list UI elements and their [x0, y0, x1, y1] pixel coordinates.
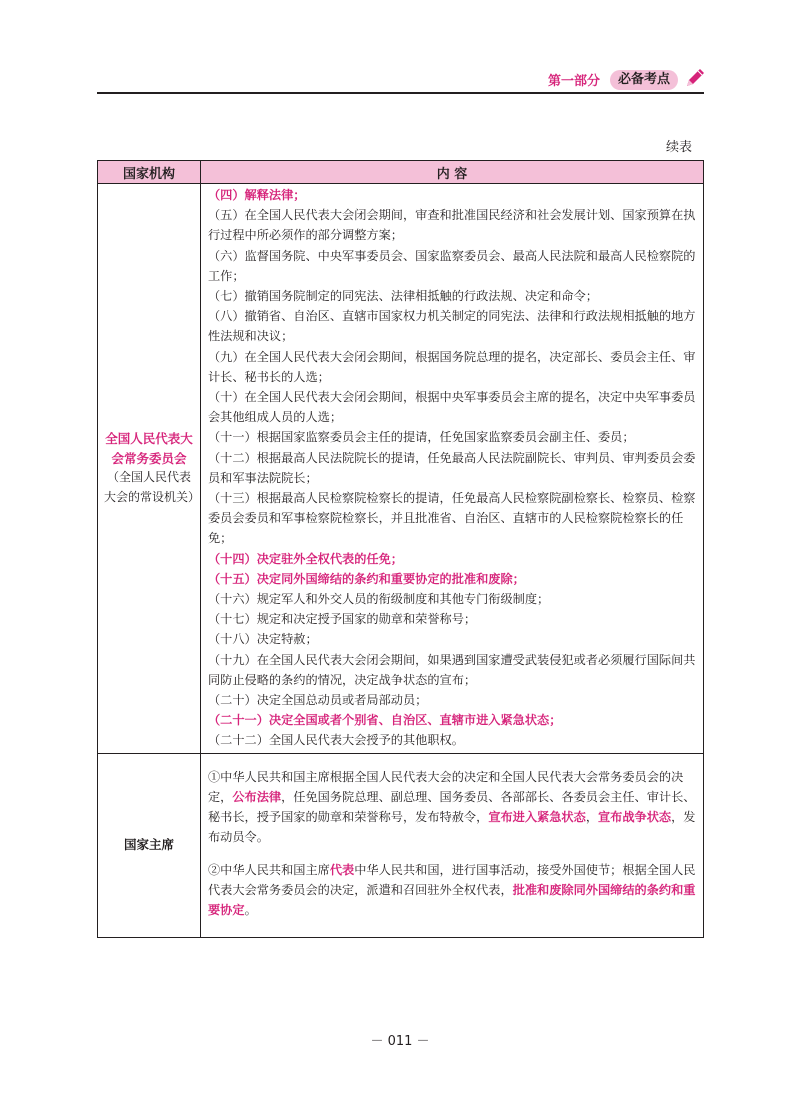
president-powers	[201, 754, 703, 937]
text-segment: ，	[585, 810, 598, 825]
list-item: （十五）决定同外国缔结的条约和重要协定的批准和废除；	[208, 571, 525, 586]
content-cell	[201, 184, 704, 754]
continued-label: 续表	[665, 140, 692, 155]
list-item: （九）在全国人民代表大会闭会期间，根据国务院总理的提名，决定部长、委员会主任、审计长、秘书长的人选；	[208, 349, 696, 384]
highlighted-phrase: 公布法律	[232, 790, 282, 805]
text-segment: ②中华人民共和国主席	[208, 862, 330, 877]
list-item: （十六）规定军人和外交人员的衔级制度和其他专门衔级制度；	[208, 592, 550, 607]
list-item: （十一）根据国家监察委员会主任的提请，任免国家监察委员会副主任、委员；	[208, 430, 635, 445]
list-item: （十三）根据最高人民检察院检察长的提请，任免最高人民检察院副检察长、检察员、检察委员会委员和军事检察院检察长，并且批准省、自治区、直辖市的人民检察院检察长的任免；	[208, 491, 696, 546]
list-item: （七）撤销国务院制定的同宪法、法律相抵触的行政法规、决定和命令；	[208, 289, 598, 304]
list-item: （十九）在全国人民代表大会闭会期间，如果遇到国家遭受武装侵犯或者必须履行国际间共同防止侵略的条约的情况，决定战争状态的宣布；	[208, 652, 696, 687]
list-item: （二十）决定全国总动员或者局部动员；	[208, 693, 428, 708]
text-segment: ，发布动员令。	[208, 810, 696, 845]
list-item: （八）撤销省、自治区、直辖市国家权力机关制定的同宪法、法律和行政法规相抵触的地方性法规和决议；	[208, 309, 696, 344]
highlighted-phrase: 代表	[329, 862, 355, 877]
list-item: （十二）根据最高人民法院院长的提请，任免最高人民法院副院长、审判员、审判委员会委员和军事法院院长；	[208, 450, 696, 485]
list-item: （六）监督国务院、中央军事委员会、国家监察委员会、最高人民法院和最高人民检察院的工作；	[208, 248, 696, 283]
list-item: （五）在全国人民代表大会闭会期间，审查和批准国民经济和社会发展计划、国家预算在执行过程中所必须作的部分调整方案；	[208, 208, 696, 243]
list-item: （四）解释法律；	[208, 188, 306, 202]
president-paragraph-1	[208, 767, 697, 848]
powers-list	[201, 184, 703, 753]
highlighted-phrase: 批准和废除同外国缔结的条约和重要协定	[208, 883, 696, 918]
table-header-row	[98, 161, 704, 184]
text-segment: ，任免国务院总理、副总理、国务委员、各部部长、各委员会主任、审计长、秘书长，授予国家的勋章和荣誉称号，发布特赦令，	[208, 790, 696, 825]
section-title: 第一部分	[547, 74, 600, 89]
org-cell	[98, 184, 201, 754]
list-item: （十四）决定驻外全权代表的任免；	[208, 551, 403, 566]
table-row	[98, 753, 704, 937]
org-cell	[98, 753, 201, 937]
content-cell	[201, 753, 704, 937]
list-item: （十七）规定和决定授予国家的勋章和荣誉称号；	[208, 612, 477, 627]
column-header-content: 内 容	[201, 161, 704, 184]
header-rule	[97, 92, 704, 94]
highlighted-phrase: 宣布进入紧急状态	[488, 810, 586, 825]
list-item: （十八）决定特赦；	[208, 632, 318, 647]
president-paragraph-2	[208, 860, 697, 921]
list-item: （二十二）全国人民代表大会授予的其他职权。	[208, 733, 464, 748]
column-header-institution: 国家机构	[98, 161, 201, 184]
highlighted-phrase: 宣布战争状态	[598, 810, 672, 825]
page-number: － 011 －	[370, 1034, 430, 1049]
pencil-icon	[683, 66, 707, 90]
list-item: （十）在全国人民代表大会闭会期间，根据中央军事委员会主席的提名，决定中央军事委员会其他组成人员的人选；	[208, 390, 696, 425]
org-name: 全国人民代表大会常务委员会	[105, 430, 193, 466]
text-segment: ①中华人民共和国主席根据全国人民代表大会的决定和全国人民代表大会常务委员会的决定，	[208, 769, 684, 805]
org-name: 国家主席	[123, 837, 174, 853]
org-note: （全国人民代表大会的常设机关）	[104, 470, 201, 505]
list-item: （二十一）决定全国或者个别省、自治区、直辖市进入紧急状态；	[208, 713, 562, 728]
page-header	[0, 0, 800, 100]
institutions-table	[97, 160, 704, 938]
text-segment: 。	[244, 903, 257, 918]
section-badge: 必备考点	[610, 70, 678, 90]
text-segment: 中华人民共和国，进行国事活动，接受外国使节；根据全国人民代表大会常务委员会的决定，派遣和召回驻外全权代表，	[208, 862, 696, 898]
table-row	[98, 184, 704, 754]
